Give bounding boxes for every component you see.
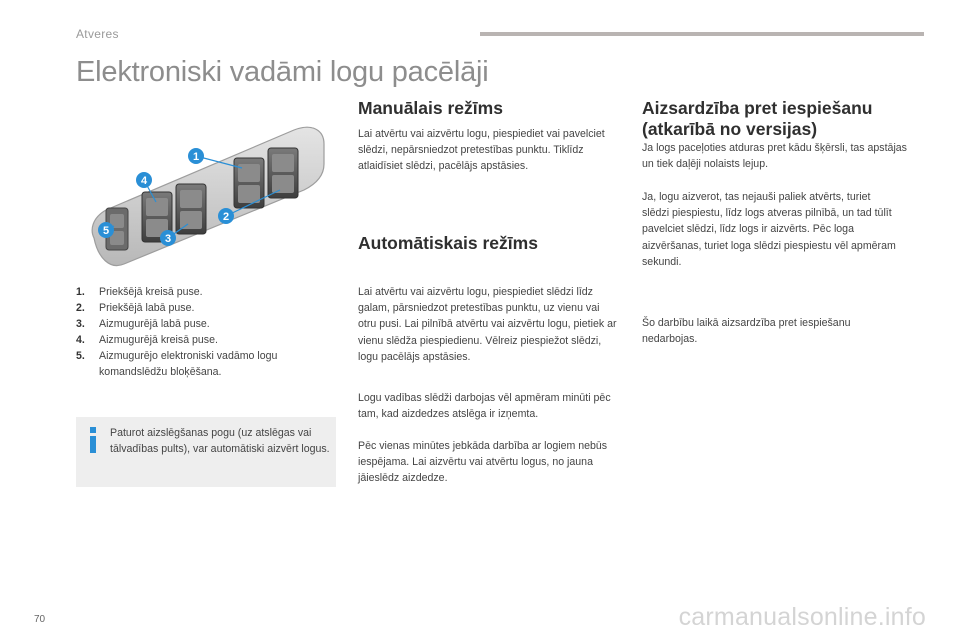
figure-legend	[76, 284, 336, 380]
watermark: carmanualsonline.info	[678, 603, 926, 631]
info-text: Paturot aizslēgšanas pogu (uz atslēgas vai tālvadības pults), var automātiski aizvērt logus.	[110, 427, 330, 455]
svg-text:4: 4	[140, 175, 148, 187]
legend-item	[76, 284, 336, 300]
callout-5	[98, 222, 114, 238]
manual-mode-title: Manuālais režīms	[358, 98, 503, 118]
legend-text: Aizmugurējo elektroniski vadāmo logu komandslēdžu bloķēšana.	[99, 350, 278, 378]
ignition-delay-text: Logu vadības slēdži darbojas vēl apmēram minūti pēc tam, kad aizdedzes atslēga ir izņemta.	[358, 392, 611, 421]
ignition-expired-text: Pēc vienas minūtes jebkāda darbība ar logiem nebūs iespējama. Lai aizvērtu vai atvērtu logus, no jauna jāieslēdz aizdedze.	[358, 440, 608, 485]
protection-title-line2: (atkarībā no versijas)	[642, 119, 818, 139]
legend-item	[76, 316, 336, 332]
legend-number: 3.	[76, 318, 85, 330]
protection-text-1: Ja logs paceļoties atduras pret kādu šķērsli, tas apstājas un tiek daļēji nolaists lejup.	[642, 142, 907, 171]
legend-text: Aizmugurējā labā puse.	[99, 318, 210, 330]
page-title: Elektroniski vadāmi logu pacēlāji	[76, 56, 489, 88]
front-right-switch	[268, 148, 298, 198]
legend-number: 5.	[76, 350, 85, 362]
legend-text: Aizmugurējā kreisā puse.	[99, 334, 218, 346]
svg-text:1: 1	[192, 151, 200, 163]
page-number: 70	[34, 614, 46, 625]
protection-title-line1: Aizsardzība pret iespiešanu	[642, 98, 873, 118]
svg-text:2: 2	[222, 211, 230, 223]
protection-text-3: Šo darbību laikā aizsardzība pret iespiešanu nedarbojas.	[642, 317, 851, 346]
legend-text: Priekšējā kreisā puse.	[99, 286, 203, 298]
legend-item	[76, 348, 336, 380]
info-icon	[86, 427, 100, 453]
automatic-mode-title: Automātiskais režīms	[358, 233, 538, 253]
svg-text:5: 5	[102, 225, 110, 237]
automatic-mode-text: Lai atvērtu vai aizvērtu logu, piespiediet slēdzi līdz galam, pārsniedzot pretestības punktu, uz vienu vai otru pusi. Lai pilnībā atvērtu vai aizvērtu logu, pietiek ar vienu slēdža piespiedienu. Vēlreiz piespiežot slēdzi, logu pacēlājs apstāsies.	[358, 286, 617, 363]
header-bar	[480, 32, 924, 36]
legend-text: Priekšējā labā puse.	[99, 302, 195, 314]
manual-mode-text: Lai atvērtu vai aizvērtu logu, piespiediet vai pavelciet slēdzi, nepārsniedzot pretestības punktu. Tiklīdz atlaidīsiet slēdzi, pacēlājs apstāsies.	[358, 128, 605, 173]
section-label: Atveres	[76, 27, 119, 41]
info-box	[76, 417, 336, 487]
legend-number: 2.	[76, 302, 85, 314]
rear-right-switch	[176, 184, 206, 234]
legend-item	[76, 332, 336, 348]
protection-text-2: Ja, logu aizverot, tas nejauši paliek atvērts, turiet slēdzi piespiestu, līdz logs atveras pilnībā, un tad tūlīt pavelciet slēdzi, līdz logs ir aizvērts. Pēc loga aizvēršanas, turiet loga slēdzi piespiestu vēl apmēram sekundi.	[642, 191, 896, 268]
legend-number: 1.	[76, 286, 85, 298]
window-switch-figure	[84, 118, 334, 274]
svg-text:3: 3	[164, 233, 172, 245]
legend-number: 4.	[76, 334, 85, 346]
legend-item	[76, 300, 336, 316]
